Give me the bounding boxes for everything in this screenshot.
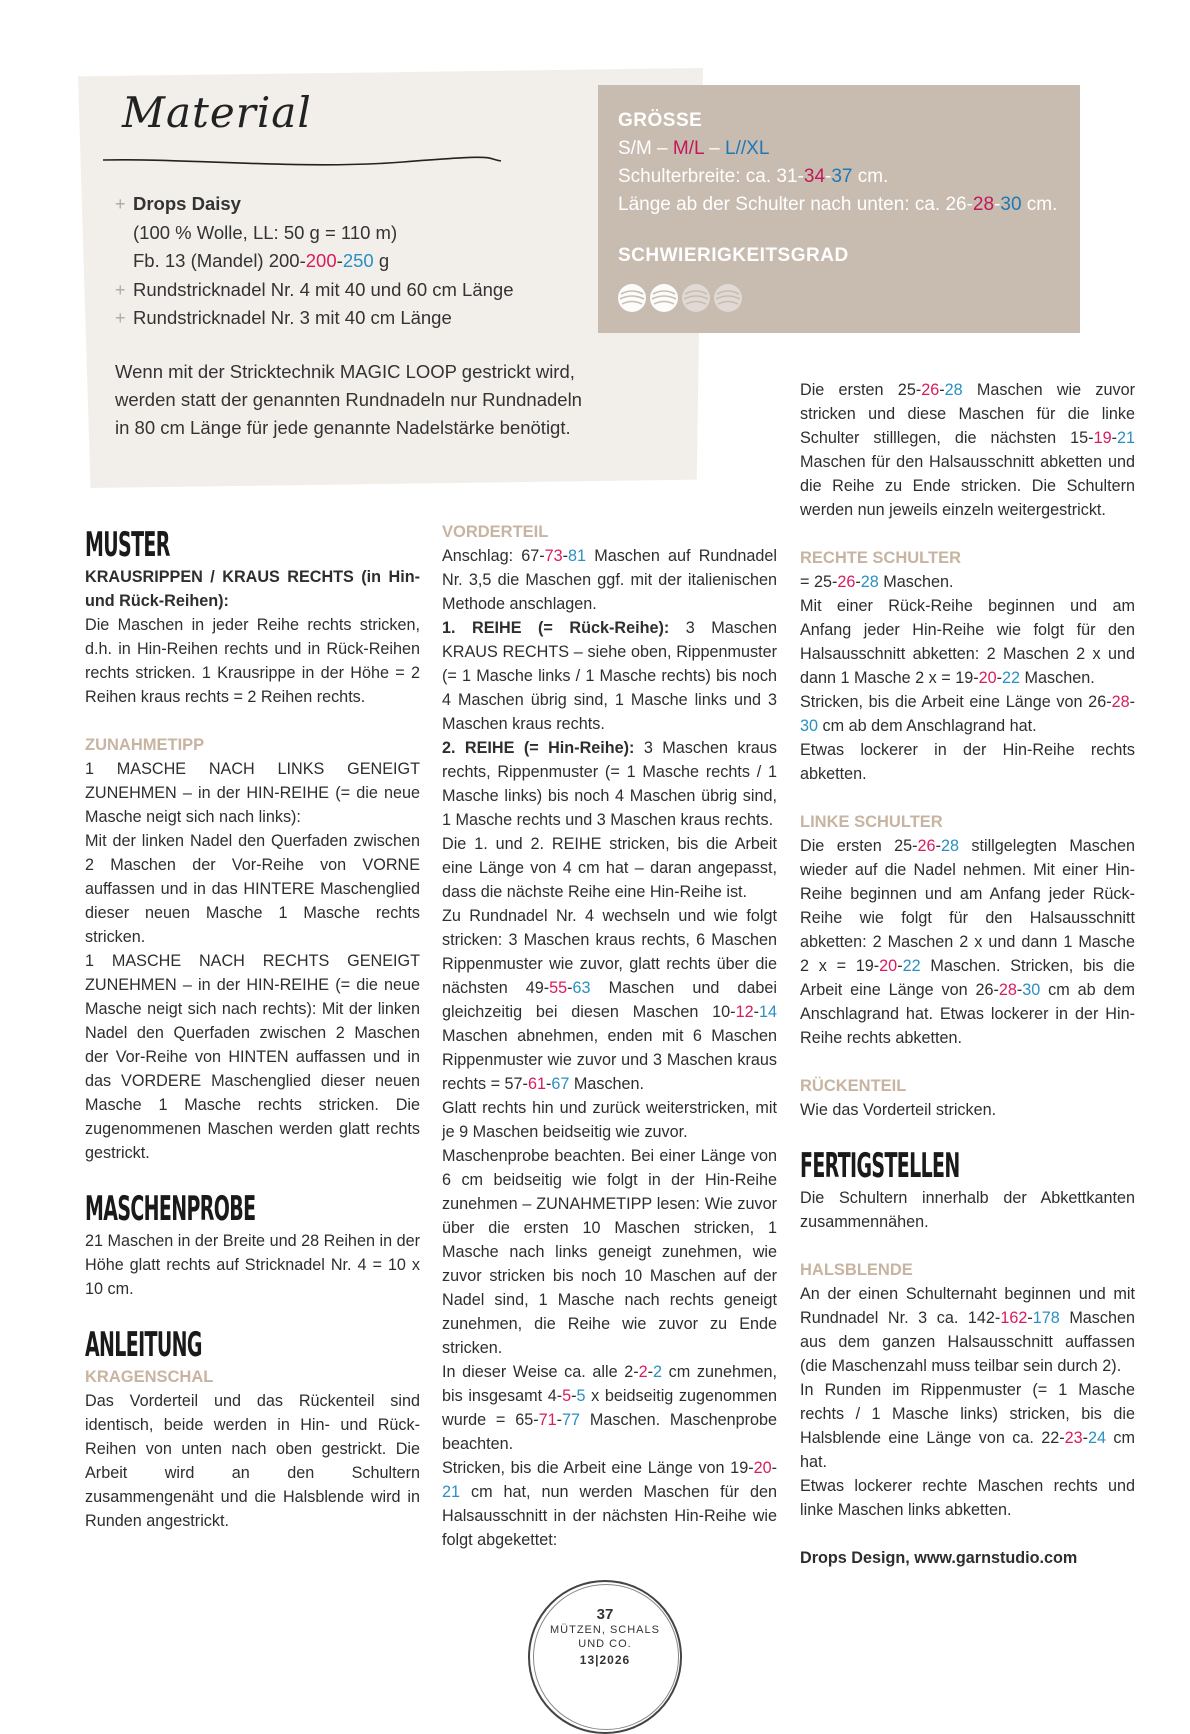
reihe-1: 1. REIHE (= Rück-Reihe): 3 Maschen KRAUS RECHTS – siehe oben, Rippenmuster (= 1 Masche links / 1 Masche rechts) bis noch 4 Maschen übrig sind, 1 Masche links und 3 Maschen kraus rechts.: [442, 619, 777, 733]
yarn-ball-icon: [714, 284, 742, 312]
size-box: [598, 85, 1080, 333]
ruecken-text: Wie das Vorderteil stricken.: [800, 1101, 997, 1119]
difficulty-heading: SCHWIERIGKEITSGRAD: [618, 245, 849, 266]
difficulty-rating: [616, 282, 756, 316]
zunahme-text-3: 1 MASCHE NACH RECHTS GENEIGT ZUNEHMEN – in der HIN-REIHE (= die neue Masche neigt sich nach rechts): Mit der linken Nadel den Querfaden zwischen 2 Maschen der Vor-Reihe von HINTEN auffassen und in das VORDERE Maschenglied dieser neuen Masche 1 Masche rechts stricken. Die zugenommenen Maschen werden glatt rechts gestrickt.: [85, 952, 420, 1162]
halsblende-heading: HALSBLENDE: [800, 1261, 913, 1279]
footer-line-2: UND CO.: [578, 1638, 632, 1650]
fertig-text: Die Schultern innerhalb der Abkettkanten zusammennähen.: [800, 1189, 1135, 1231]
length: Länge ab der Schulter nach unten: ca. 26-28-30 cm.: [618, 194, 1058, 215]
material-title: Material: [122, 88, 312, 137]
column-1: [85, 525, 420, 1533]
hals-h2: In Runden im Rippenmuster (= 1 Masche rechts / 1 Masche links) stricken, bis die Halsblende eine Länge von ca. 22-23-24 cm hat.: [800, 1381, 1136, 1471]
vorder-p7: Stricken, bis die Arbeit eine Länge von 19-20-21 cm hat, nun werden Maschen für den Halsausschnitt in der nächsten Hin-Reihe wie folgt abgekettet:: [442, 1459, 777, 1549]
material-list: + Drops Daisy (100 % Wolle, LL: 50 g = 110 m) Fb. 13 (Mandel) 200-200-250 g + Rundstricknadel Nr. 4 mit 40 und 60 cm Länge + Rundstricknadel Nr. 3 mit 40 cm Länge: [115, 190, 655, 333]
hals-h3: Etwas lockerer rechte Maschen rechts und linke Maschen links abketten.: [800, 1477, 1135, 1519]
zunahme-heading: ZUNAHMETIPP: [85, 736, 205, 754]
credit: Drops Design, www.garnstudio.com: [800, 1549, 1078, 1567]
vorder-p1: Anschlag: 67-73-81 Maschen auf Rundnadel Nr. 3,5 die Maschen ggf. mit der italienischen Methode anschlagen.: [442, 547, 778, 613]
rechte-r1: = 25-26-28 Maschen.: [800, 573, 954, 591]
zunahme-text-1: 1 MASCHE NACH LINKS GENEIGT ZUNEHMEN – in der HIN-REIHE (= die neue Masche neigt sich nach links):: [85, 760, 420, 826]
kraus-heading: KRAUSRIPPEN / KRAUS RECHTS (in Hin- und Rück-Reihen):: [85, 568, 420, 610]
kragen-text: Das Vorderteil und das Rückenteil sind identisch, beide werden in Hin- und Rück-Reihen von unten nach oben gestrickt. Die Arbeit wird an den Schultern zusammengenäht und die Halsblende wird in Runden angestrickt.: [85, 1392, 420, 1530]
vorder-p5: Maschenprobe beachten. Bei einer Länge von 6 cm beidseitig wie folgt in der Hin-Reihe zunehmen – ZUNAHMETIPP lesen: Wie zuvor über die ersten 10 Maschen stricken, 1 Masche nach links geneigt zunehmen, wie zuvor stricken bis noch 10 Maschen auf der Nadel sind, 1 Masche nach rechts geneigt zunehmen, die Reihe wie zuvor zu Ende stricken.: [442, 1147, 777, 1357]
rechte-r4: Etwas lockerer in der Hin-Reihe rechts abketten.: [800, 741, 1135, 783]
column-2: [442, 520, 777, 1552]
page-number: 37: [596, 1606, 614, 1623]
yarn-ball-icon: [618, 284, 646, 312]
col3-p1: Die ersten 25-26-28 Maschen wie zuvor stricken und diese Maschen für die linke Schulter stilllegen, die nächsten 15-19-21 Maschen für den Halsausschnitt abketten und die Reihe zu Ende stricken. Die Schultern werden nun jeweils einzeln weitergestrickt.: [800, 381, 1135, 519]
yarn-ball-icon: [682, 284, 710, 312]
vorder-p2: Die 1. und 2. REIHE stricken, bis die Arbeit eine Länge von 4 cm hat – daran angepasst, dass die nächste Reihe eine Hin-Reihe ist.: [442, 835, 777, 901]
ruecken-heading: RÜCKENTEIL: [800, 1077, 907, 1095]
column-3: [800, 378, 1135, 1570]
reihe-2: 2. REIHE (= Hin-Reihe): 3 Maschen kraus rechts, Rippenmuster (= 1 Masche rechts / 1 Masche links) bis noch 4 Maschen übrig sind, 1 Masche rechts und 3 Maschen kraus rechts.: [442, 739, 777, 829]
section-muster: MUSTER: [85, 525, 170, 565]
plus-icon: +: [115, 279, 126, 300]
kragen-heading: KRAGENSCHAL: [85, 1368, 214, 1386]
linke-schulter-heading: LINKE SCHULTER: [800, 813, 943, 831]
kraus-text: Die Maschen in jeder Reihe rechts stricken, d.h. in Hin-Reihen rechts und in Rück-Reihen rechts stricken. 1 Krausrippe in der Höhe = 2 Reihen kraus rechts = 2 Reihen rechts.: [85, 616, 420, 706]
vorder-p6: In dieser Weise ca. alle 2-2-2 cm zunehmen, bis insgesamt 4-5-5 x beidseitig zugenommen wurde = 65-71-77 Maschen. Maschenprobe beachten.: [442, 1363, 778, 1453]
yarn-ball-icon: [650, 284, 678, 312]
rechte-schulter-heading: RECHTE SCHULTER: [800, 549, 962, 567]
footer-line-1: MÜTZEN, SCHALS: [550, 1624, 660, 1636]
section-fertigstellen: FERTIGSTELLEN: [800, 1146, 960, 1186]
magic-loop-note: Wenn mit der Stricktechnik MAGIC LOOP gestrickt wird, werden statt der genannten Rundnadeln nur Rundnadeln in 80 cm Länge für jede genannte Nadelstärke benötigt.: [115, 361, 582, 438]
vorder-p3: Zu Rundnadel Nr. 4 wechseln und wie folgt stricken: 3 Maschen kraus rechts, 6 Maschen Rippenmuster wie zuvor, glatt rechts über die nächsten 49-55-63 Maschen und dabei gleichzeitig bei diesen Maschen 10-12-14 Maschen abnehmen, enden mit 6 Maschen Rippenmuster wie zuvor und 3 Maschen kraus rechts = 57-61-67 Maschen.: [442, 907, 777, 1093]
issue-number: 13|2026: [579, 1653, 631, 1667]
rechte-r3: Stricken, bis die Arbeit eine Länge von 26-28-30 cm ab dem Anschlagrand hat.: [800, 693, 1135, 735]
zunahme-text-2: Mit der linken Nadel den Querfaden zwischen 2 Maschen der Vor-Reihe von VORNE auffassen und in das HINTERE Maschenglied dieser neuen Masche 1 Masche rechts stricken.: [85, 832, 420, 946]
shoulder-width: Schulterbreite: ca. 31-34-37 cm.: [618, 166, 889, 187]
size-list: S/M – M/L – L//XL: [618, 138, 770, 159]
size-heading: GRÖSSE: [618, 110, 703, 131]
hals-h1: An der einen Schulternaht beginnen und mit Rundnadel Nr. 3 ca. 142-162-178 Maschen aus dem ganzen Halsausschnitt auffassen (die Maschenzahl muss teilbar sein durch 2).: [800, 1285, 1135, 1375]
vorder-p4: Glatt rechts hin und zurück weiterstricken, mit je 9 Maschen beidseitig wie zuvor.: [442, 1099, 777, 1141]
linke-l1: Die ersten 25-26-28 stillgelegten Maschen wieder auf die Nadel nehmen. Mit einer Hin-Reihe beginnen und am Anfang jeder Rück-Reihe wie folgt für den Halsausschnitt abketten: 2 Maschen 2 x und dann 1 Masche 2 x = 19-20-22 Maschen. Stricken, bis die Arbeit eine Länge von 26-28-30 cm ab dem Anschlagrand hat. Etwas lockerer in der Hin-Reihe rechts abketten.: [800, 837, 1136, 1047]
section-maschenprobe: MASCHENPROBE: [85, 1189, 256, 1229]
section-anleitung: ANLEITUNG: [85, 1325, 202, 1365]
plus-icon: +: [115, 194, 126, 214]
probe-text: 21 Maschen in der Breite und 28 Reihen in der Höhe glatt rechts auf Stricknadel Nr. 4 = 10 x 10 cm.: [85, 1232, 420, 1298]
rechte-r2: Mit einer Rück-Reihe beginnen und am Anfang jeder Hin-Reihe wie folgt für den Halsausschnitt abketten: 2 Maschen 2 x und dann 1 Masche 2 x = 19-20-22 Maschen.: [800, 597, 1135, 687]
plus-icon: +: [115, 308, 126, 328]
vorderteil-heading: VORDERTEIL: [442, 523, 549, 541]
material-underline: [103, 152, 503, 172]
